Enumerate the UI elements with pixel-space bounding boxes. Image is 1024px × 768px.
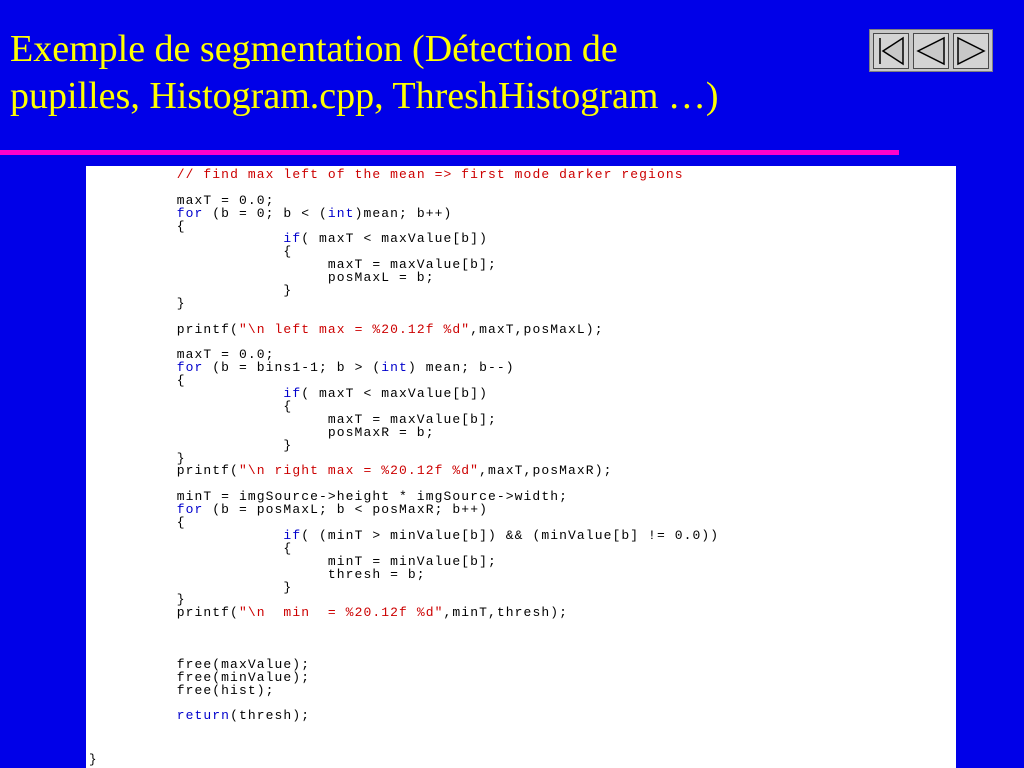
code-token (141, 529, 283, 543)
code-line (141, 633, 956, 646)
code-token: free(hist); (141, 683, 275, 698)
code-token: if (283, 387, 302, 402)
code-token: for (176, 361, 204, 376)
slide-title-line2: pupilles, Histogram.cpp, ThreshHistogram …) (10, 75, 719, 117)
code-token: "\n left max = %20.12f %d" (238, 322, 471, 337)
code-token: { (141, 516, 186, 531)
code-token: minT = imgSource->height * imgSource->width; (141, 490, 569, 505)
code-token: { (141, 400, 293, 415)
code-token (141, 361, 177, 375)
code-token: )mean; b++) (354, 206, 453, 221)
code-token: printf( (141, 464, 239, 479)
code-token: for (176, 503, 204, 518)
code-line (141, 440, 956, 453)
code-line (141, 324, 956, 337)
code-token: posMaxR = b; (141, 425, 435, 440)
code-token: ) mean; b--) (407, 361, 515, 376)
code-line (141, 465, 956, 478)
code-token: ( maxT < maxValue[b]) (301, 232, 488, 247)
code-line (141, 685, 956, 698)
code-token (141, 207, 177, 221)
previous-slide-button[interactable] (913, 33, 949, 69)
code-token: if (283, 232, 302, 247)
code-token: ( maxT < maxValue[b]) (301, 387, 488, 402)
code-line (141, 710, 956, 723)
code-closing-brace: } (89, 753, 97, 767)
slide-title-line1: Exemple de segmentation (Détection de (10, 28, 618, 70)
code-token: { (141, 374, 186, 389)
code-line (141, 208, 956, 221)
code-token: int (381, 361, 408, 376)
code-token: { (141, 219, 186, 234)
code-token (141, 503, 177, 517)
code-token: } (141, 438, 293, 453)
code-token: } (141, 296, 186, 311)
code-token: { (141, 541, 293, 556)
code-token: (thresh); (230, 709, 311, 724)
code-token: printf( (141, 322, 239, 337)
code-token: (b = 0; b < ( (203, 206, 328, 221)
code-token: } (141, 284, 293, 299)
code-screenshot (86, 166, 956, 768)
code-token (141, 232, 283, 246)
slide-navigation (869, 29, 993, 72)
code-token: ( (minT > minValue[b]) && (minValue[b] != 0.0)) (301, 528, 720, 543)
code-token: } (141, 451, 186, 466)
slide-title (10, 26, 870, 120)
code-line (141, 285, 956, 298)
code-token: "\n min = %20.12f %d" (238, 606, 444, 621)
code-line (141, 504, 956, 517)
code-token: } (141, 593, 186, 608)
code-block (86, 166, 956, 723)
code-token: minT = minValue[b]; (141, 554, 497, 569)
code-line (141, 620, 956, 633)
code-line (141, 362, 956, 375)
code-line (141, 169, 956, 182)
code-token: free(maxValue); (141, 657, 311, 672)
previous-slide-icon (915, 35, 947, 67)
next-slide-button[interactable] (953, 33, 989, 69)
code-token: posMaxL = b; (141, 271, 435, 286)
code-token: int (327, 206, 355, 221)
code-token (141, 387, 283, 401)
code-token: ,maxT,posMaxR); (479, 464, 613, 479)
first-slide-icon (875, 35, 907, 67)
code-line (141, 298, 956, 311)
code-token: thresh = b; (141, 567, 426, 582)
code-token: printf( (141, 606, 239, 621)
code-token: // find max left of the mean => first mode darker regions (176, 168, 684, 182)
code-token: (b = bins1-1; b > ( (203, 361, 382, 376)
code-token: free(minValue); (141, 670, 311, 685)
code-token: return (176, 709, 231, 724)
code-token: if (283, 528, 302, 543)
code-token: maxT = maxValue[b]; (141, 412, 497, 427)
code-token: ,maxT,posMaxL); (470, 322, 604, 337)
code-token (141, 168, 177, 182)
code-token: maxT = 0.0; (141, 193, 275, 208)
code-token: } (141, 580, 293, 595)
code-line (141, 607, 956, 620)
first-slide-button[interactable] (873, 33, 909, 69)
code-line (141, 582, 956, 595)
code-token: ,minT,thresh); (443, 606, 569, 621)
code-token: (b = posMaxL; b < posMaxR; b++) (203, 503, 488, 518)
code-token (141, 709, 177, 723)
code-token: maxT = 0.0; (141, 348, 275, 363)
code-token: for (176, 206, 204, 221)
code-token: { (141, 245, 293, 260)
next-slide-icon (955, 35, 987, 67)
code-token: "\n right max = %20.12f %d" (238, 464, 480, 479)
title-divider (0, 150, 899, 155)
code-token: maxT = maxValue[b]; (141, 258, 497, 273)
